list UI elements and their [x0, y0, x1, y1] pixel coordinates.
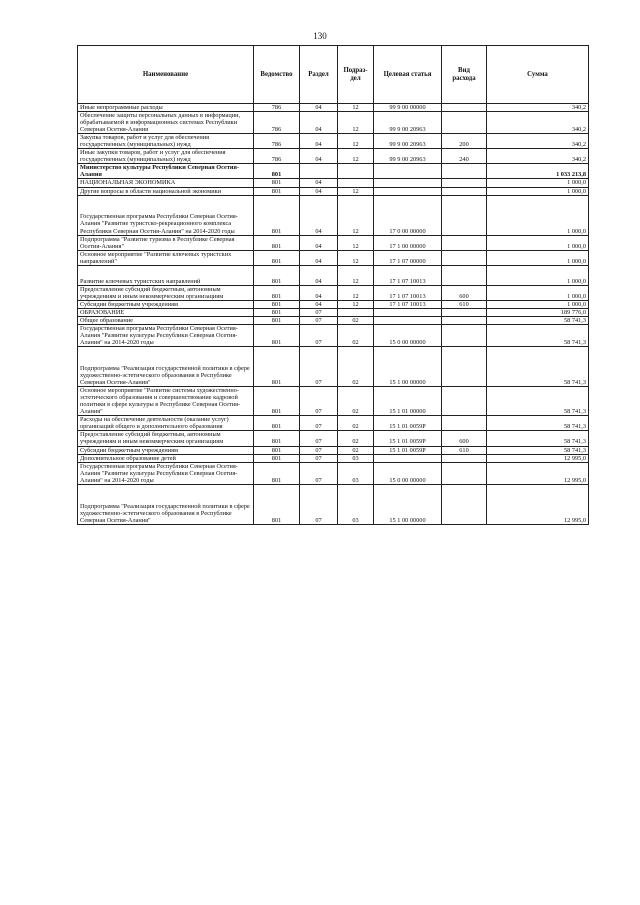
cell-name: Субсидии бюджетным учреждениям [78, 300, 254, 308]
cell-target [374, 187, 442, 195]
cell-expense-type [442, 462, 487, 484]
cell-name: ОБРАЗОВАНИЕ [78, 308, 254, 316]
cell-amount: 12 995,0 [487, 484, 589, 524]
cell-expense-type: 600 [442, 285, 487, 300]
cell-section: 04 [300, 250, 338, 265]
cell-amount: 1 000,0 [487, 285, 589, 300]
table-row [78, 316, 589, 324]
cell-subsection: 02 [338, 446, 374, 454]
table-row [78, 431, 589, 446]
cell-department: 801 [254, 316, 300, 324]
cell-amount: 1 000,0 [487, 179, 589, 187]
cell-expense-type [442, 164, 487, 179]
cell-name: Дополнительное образование детей [78, 454, 254, 462]
cell-name: Государственная программа Республики Северная Осетия-Алания "Развитие туристско-рекреационного комплекса Республики Северная Осетия-Алания" на 2014-2020 годы [78, 195, 254, 235]
cell-subsection: 12 [338, 195, 374, 235]
cell-section: 07 [300, 484, 338, 524]
cell-subsection [338, 308, 374, 316]
cell-expense-type [442, 324, 487, 346]
cell-target: 15 1 00 00000 [374, 484, 442, 524]
cell-expense-type [442, 347, 487, 387]
cell-department: 786 [254, 104, 300, 112]
table-row [78, 324, 589, 346]
table-row [78, 164, 589, 179]
cell-amount: 340,2 [487, 149, 589, 164]
table-header-row [78, 46, 589, 104]
cell-amount: 12 995,0 [487, 462, 589, 484]
cell-section: 07 [300, 347, 338, 387]
header-expense-type: Вид расхода [442, 46, 487, 104]
cell-name: Государственная программа Республики Северная Осетия-Алания "Развитие культуры Республики Северная Осетия-Алания" на 2014-2020 годы [78, 324, 254, 346]
cell-subsection [338, 164, 374, 179]
table-row [78, 484, 589, 524]
cell-target: 15 1 01 00000 [374, 387, 442, 416]
cell-name: Иные непрограммные расходы [78, 104, 254, 112]
table-row [78, 446, 589, 454]
cell-subsection: 02 [338, 416, 374, 431]
table-row [78, 112, 589, 134]
cell-target: 17 1 07 10013 [374, 300, 442, 308]
cell-name: Подпрограмма "Развитие туризма в Республике Северная Осетия-Алания" [78, 235, 254, 250]
cell-section: 04 [300, 134, 338, 149]
table-row [78, 416, 589, 431]
cell-amount: 1 000,0 [487, 187, 589, 195]
cell-expense-type [442, 112, 487, 134]
table-row [78, 387, 589, 416]
cell-name: Закупка товаров, работ и услуг для обеспечения государственных (муниципальных) нужд [78, 134, 254, 149]
cell-target: 17 1 07 10013 [374, 285, 442, 300]
table-row [78, 195, 589, 235]
cell-subsection: 03 [338, 462, 374, 484]
cell-department: 801 [254, 195, 300, 235]
cell-subsection: 12 [338, 300, 374, 308]
cell-department: 801 [254, 324, 300, 346]
cell-expense-type [442, 416, 487, 431]
cell-department: 801 [254, 454, 300, 462]
table-body [78, 104, 589, 525]
cell-name: Государственная программа Республики Северная Осетия-Алания "Развитие культуры Республики Северная Осетия-Алания" на 2014-2020 годы [78, 462, 254, 484]
header-amount: Сумма [487, 46, 589, 104]
cell-name: Другие вопросы в области национальной экономики [78, 187, 254, 195]
cell-department: 801 [254, 235, 300, 250]
cell-department: 801 [254, 347, 300, 387]
cell-amount: 189 776,0 [487, 308, 589, 316]
cell-expense-type [442, 250, 487, 265]
cell-department: 801 [254, 250, 300, 265]
header-department: Ведомство [254, 46, 300, 104]
table-row [78, 308, 589, 316]
cell-expense-type: 600 [442, 431, 487, 446]
cell-subsection: 12 [338, 285, 374, 300]
cell-amount: 340,2 [487, 104, 589, 112]
cell-target [374, 316, 442, 324]
cell-target [374, 308, 442, 316]
cell-name: Иные закупки товаров, работ и услуг для обеспечения государственных (муниципальных) нужд [78, 149, 254, 164]
cell-name: Предоставление субсидий бюджетным, автономным учреждениям и иным некоммерческим организациям [78, 431, 254, 446]
cell-subsection: 02 [338, 316, 374, 324]
cell-target [374, 164, 442, 179]
cell-subsection [338, 179, 374, 187]
cell-section: 04 [300, 265, 338, 285]
cell-target: 99 9 00 20963 [374, 112, 442, 134]
cell-target: 17 1 07 00000 [374, 250, 442, 265]
cell-section: 04 [300, 195, 338, 235]
cell-target: 15 1 01 0059Р [374, 446, 442, 454]
cell-amount: 1 000,0 [487, 300, 589, 308]
cell-expense-type [442, 454, 487, 462]
cell-target: 17 1 07 10013 [374, 265, 442, 285]
cell-department: 801 [254, 187, 300, 195]
cell-subsection: 12 [338, 112, 374, 134]
cell-name: Предоставление субсидий бюджетным, автономным учреждениям и иным некоммерческим организациям [78, 285, 254, 300]
cell-name: НАЦИОНАЛЬНАЯ ЭКОНОМИКА [78, 179, 254, 187]
cell-expense-type [442, 187, 487, 195]
cell-section: 07 [300, 454, 338, 462]
table-row [78, 179, 589, 187]
cell-department: 786 [254, 112, 300, 134]
cell-department: 801 [254, 431, 300, 446]
cell-amount: 1 033 213,8 [487, 164, 589, 179]
cell-section: 07 [300, 431, 338, 446]
cell-section: 04 [300, 149, 338, 164]
cell-expense-type [442, 235, 487, 250]
cell-amount: 340,2 [487, 112, 589, 134]
cell-section [300, 164, 338, 179]
cell-expense-type: 240 [442, 149, 487, 164]
header-target: Целевая статья [374, 46, 442, 104]
cell-department: 801 [254, 462, 300, 484]
table-row [78, 149, 589, 164]
cell-department: 786 [254, 149, 300, 164]
cell-name: Министерство культуры Республики Северная Осетия-Алания [78, 164, 254, 179]
cell-section: 07 [300, 308, 338, 316]
cell-expense-type [442, 104, 487, 112]
cell-section: 07 [300, 324, 338, 346]
cell-section: 07 [300, 387, 338, 416]
cell-expense-type: 200 [442, 134, 487, 149]
cell-name: Обеспечение защиты персональных данных в информации, обрабатываемой в информационных системах Республики Северная Осетия-Алания [78, 112, 254, 134]
cell-name: Развитие ключевых туристских направлений [78, 265, 254, 285]
cell-target [374, 179, 442, 187]
cell-section: 04 [300, 112, 338, 134]
cell-subsection: 12 [338, 235, 374, 250]
cell-section: 04 [300, 300, 338, 308]
table-row [78, 187, 589, 195]
cell-expense-type [442, 387, 487, 416]
table-row [78, 347, 589, 387]
cell-subsection: 12 [338, 265, 374, 285]
cell-expense-type [442, 308, 487, 316]
cell-target: 99 9 00 20963 [374, 134, 442, 149]
cell-department: 801 [254, 265, 300, 285]
table-row [78, 300, 589, 308]
cell-department: 801 [254, 179, 300, 187]
cell-subsection: 12 [338, 134, 374, 149]
cell-section: 04 [300, 187, 338, 195]
cell-target: 99 9 00 00000 [374, 104, 442, 112]
cell-name: Основное мероприятие "Развитие системы художественно-эстетического образования и совершенствование кадровой политики в сфере культуры в Республике Северная Осетия-Алания" [78, 387, 254, 416]
cell-target: 15 0 00 00000 [374, 462, 442, 484]
budget-table [77, 45, 589, 525]
cell-amount: 58 741,3 [487, 416, 589, 431]
cell-target: 15 1 00 00000 [374, 347, 442, 387]
cell-department: 801 [254, 446, 300, 454]
cell-expense-type: 610 [442, 300, 487, 308]
cell-subsection: 03 [338, 454, 374, 462]
cell-department: 801 [254, 484, 300, 524]
header-subsection: Подраз- дел [338, 46, 374, 104]
cell-amount: 12 995,0 [487, 454, 589, 462]
cell-section: 04 [300, 285, 338, 300]
cell-target: 17 0 00 00000 [374, 195, 442, 235]
header-section: Раздел [300, 46, 338, 104]
cell-section: 04 [300, 235, 338, 250]
cell-subsection: 02 [338, 324, 374, 346]
cell-expense-type [442, 195, 487, 235]
cell-department: 801 [254, 416, 300, 431]
cell-amount: 58 741,3 [487, 347, 589, 387]
page-number: 130 [313, 31, 327, 41]
cell-expense-type [442, 316, 487, 324]
cell-expense-type [442, 265, 487, 285]
cell-target: 17 1 00 00000 [374, 235, 442, 250]
cell-amount: 1 000,0 [487, 250, 589, 265]
header-name: Наименование [78, 46, 254, 104]
cell-target: 15 1 01 0059Р [374, 431, 442, 446]
cell-subsection: 02 [338, 387, 374, 416]
cell-section: 04 [300, 104, 338, 112]
cell-target: 15 1 01 0059Р [374, 416, 442, 431]
cell-amount: 340,2 [487, 134, 589, 149]
table-row [78, 462, 589, 484]
cell-section: 04 [300, 179, 338, 187]
cell-name: Подпрограмма "Реализация государственной политики в сфере художественно-эстетического образования в Республике Северная Осетия-Алания" [78, 484, 254, 524]
cell-amount: 58 741,3 [487, 431, 589, 446]
table-row [78, 285, 589, 300]
cell-subsection: 03 [338, 484, 374, 524]
table-row [78, 454, 589, 462]
cell-name: Субсидии бюджетным учреждениям [78, 446, 254, 454]
cell-department: 801 [254, 308, 300, 316]
cell-amount: 58 741,3 [487, 446, 589, 454]
cell-name: Подпрограмма "Реализация государственной политики в сфере художественно-эстетического образования в Республике Северная Осетия-Алания" [78, 347, 254, 387]
cell-amount: 1 000,0 [487, 265, 589, 285]
cell-target: 99 9 00 20963 [374, 149, 442, 164]
cell-name: Расходы на обеспечение деятельности (оказание услуг) организаций общего и дополнительного образования [78, 416, 254, 431]
cell-section: 07 [300, 446, 338, 454]
cell-department: 801 [254, 387, 300, 416]
cell-amount: 1 000,0 [487, 235, 589, 250]
cell-subsection: 12 [338, 104, 374, 112]
cell-subsection: 12 [338, 149, 374, 164]
table-row [78, 250, 589, 265]
cell-department: 786 [254, 134, 300, 149]
cell-section: 07 [300, 462, 338, 484]
cell-name: Общее образование [78, 316, 254, 324]
cell-department: 801 [254, 300, 300, 308]
cell-department: 801 [254, 164, 300, 179]
table-row [78, 265, 589, 285]
cell-target [374, 454, 442, 462]
cell-expense-type [442, 484, 487, 524]
cell-subsection: 02 [338, 347, 374, 387]
table-row [78, 134, 589, 149]
cell-department: 801 [254, 285, 300, 300]
cell-subsection: 12 [338, 250, 374, 265]
table-row [78, 104, 589, 112]
cell-expense-type: 610 [442, 446, 487, 454]
cell-target: 15 0 00 00000 [374, 324, 442, 346]
cell-amount: 1 000,0 [487, 195, 589, 235]
cell-subsection: 02 [338, 431, 374, 446]
cell-name: Основное мероприятие "Развитие ключевых туристских направлений" [78, 250, 254, 265]
table-row [78, 235, 589, 250]
cell-expense-type [442, 179, 487, 187]
cell-amount: 58 741,3 [487, 387, 589, 416]
cell-section: 07 [300, 416, 338, 431]
cell-section: 07 [300, 316, 338, 324]
cell-amount: 58 741,3 [487, 316, 589, 324]
cell-amount: 58 741,3 [487, 324, 589, 346]
cell-subsection: 12 [338, 187, 374, 195]
